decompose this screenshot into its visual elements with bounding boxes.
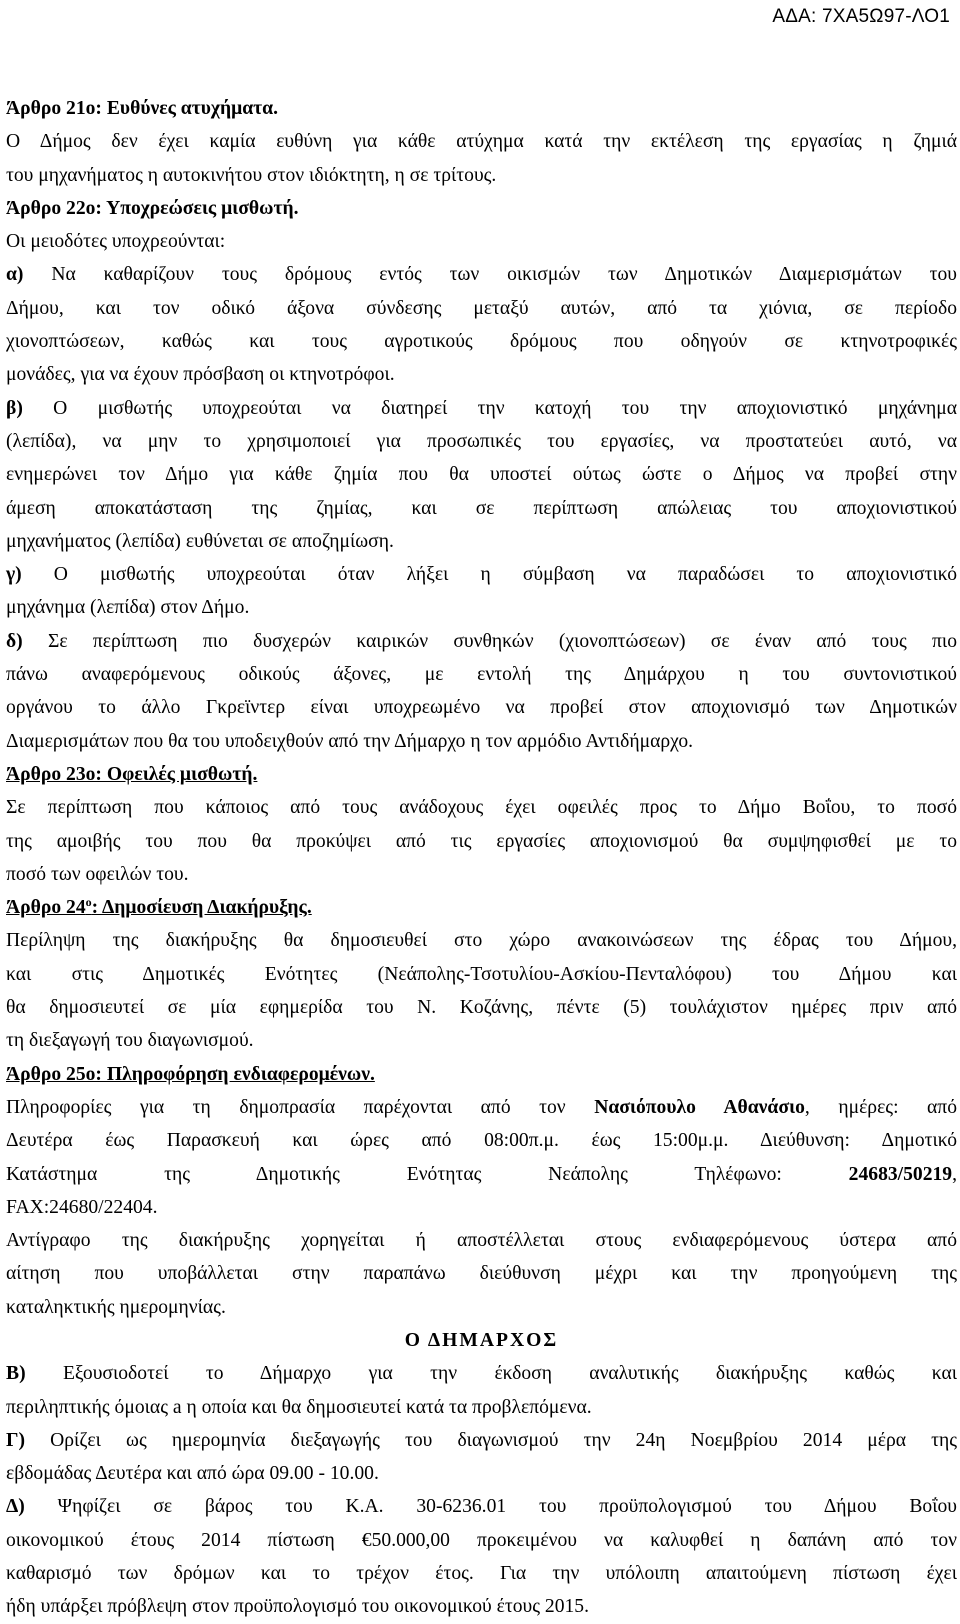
article-25-line: αίτηση που υποβάλλεται στην παραπάνω διεύθυνση μέχρι και την προηγούμενη της: [6, 1263, 957, 1285]
article-25-line: Αντίγραφο της διακήρυξης χορηγείται ή αποστέλλεται στους ενδιαφερόμενους ύστερα από: [6, 1230, 957, 1252]
article-22-d-line: Διαμερισμάτων που θα του υποδειχθούν από την Δήμαρχο η τον αρμόδιο Αντιδήμαρχο.: [6, 730, 694, 752]
article-24-line: Περίληψη της διακήρυξης θα δημοσιευθεί στο χώρο ανακοινώσεων της έδρας του Δήμου,: [6, 930, 957, 952]
document-body: [6, 92, 957, 1624]
article-22-d-line: πάνω αναφερόμενους οδικούς άξονες, με εντολή της Δημάρχου η του συντονιστικού: [6, 664, 957, 686]
article-25-title: Άρθρο 25ο: Πληροφόρηση ενδιαφερομένων.: [6, 1063, 375, 1085]
article-25-line: καταληκτικής ημερομηνίας.: [6, 1296, 226, 1318]
article-22-a-line: α) Να καθαρίζουν τους δρόμους εντός των οικισμών των Δημοτικών Διαμερισμάτων του: [6, 264, 957, 286]
article-23-title: Άρθρο 23ο: Οφειλές μισθωτή.: [6, 763, 258, 785]
article-22-b-line: μηχανήματος (λεπίδα) ευθύνεται σε αποζημίωση.: [6, 530, 394, 552]
decision-d-line: οικονομικού έτους 2014 πίστωση €50.000,00 προκειμένου να καλυφθεί η δαπάνη από τον: [6, 1529, 957, 1551]
article-22-b-line: άμεση αποκατάσταση της ζημίας, και σε περίπτωση απώλειας του αποχιονιστικού: [6, 497, 957, 519]
article-22-a-line: μονάδες, για να έχουν πρόσβαση οι κτηνοτρόφοι.: [6, 364, 395, 386]
article-25-line: FAX:24680/22404.: [6, 1196, 158, 1218]
article-22-b-line: ενημερώνει τον Δήμο για κάθε ζημία που θα υποστεί ούτως ώστε ο Δήμος να προβεί στην: [6, 464, 957, 486]
article-24-line: θα δημοσιευτεί σε μία εφημερίδα του Ν. Κοζάνης, πέντε (5) τουλάχιστον ημέρες πριν από: [6, 997, 957, 1019]
article-21-title: Άρθρο 21ο: Ευθύνες ατυχήματα.: [6, 98, 279, 119]
article-24-title: Άρθρο $24^o$: Δημοσίευση Διακήρυξης.: [6, 895, 312, 919]
article-25-line: Κατάστημα της Δημοτικής Ενότητας Νεάπολης Τηλέφωνο: 24683/50219,: [6, 1163, 957, 1185]
decision-d-line: ήδη υπάρξει πρόβλεψη στον προϋπολογισμό του οικονομικού έτους 2015.: [6, 1596, 589, 1618]
article-21-line: του μηχανήματος η αυτοκινήτου στον ιδιόκτητη, η σε τρίτους.: [6, 164, 497, 186]
article-22-b-line: β) Ο μισθωτής υποχρεούται να διατηρεί την κατοχή του την αποχιονιστικό μηχάνημα: [6, 397, 957, 419]
decision-g-line: εβδομάδας Δευτέρα και από ώρα 09.00 - 10.00.: [6, 1463, 379, 1485]
article-22-intro: Οι μειοδότες υποχρεούνται:: [6, 231, 226, 253]
article-22-d-line: οργάνου το άλλο Γκρεϊντερ είναι υποχρεωμένο να προβεί στον αποχιονισμό των Δημοτικών: [6, 697, 957, 719]
mayor-heading: Ο ΔΗΜΑΡΧΟΣ: [404, 1329, 559, 1351]
article-24-line: και στις Δημοτικές Ενότητες (Νεάπολης-Τσοτυλίου-Ασκίου-Πενταλόφου) του Δήμου και: [6, 963, 957, 985]
decision-g-line: Γ) Ορίζει ως ημερομηνία διεξαγωγής του διαγωνισμού την 24η Νοεμβρίου 2014 μέρα της: [6, 1429, 958, 1451]
decision-d-line: καθαρισμό των δρόμων και το τρέχον έτος. Για την υπόλοιπη απαιτούμενη πίστωση έχει: [6, 1563, 957, 1585]
article-23-line: Σε περίπτωση που κάποιος από τους ανάδοχους έχει οφειλές προς το Δήμο Βοΐου, το ποσό: [6, 797, 957, 819]
ada-code: ΑΔΑ: 7ΧΑ5Ω97-ΛΟ1: [772, 6, 950, 27]
article-22-a-line: χιονοπτώσεων, καθώς και τους αγροτικούς δρόμους που οδηγούν σε κτηνοτροφικές: [6, 331, 957, 353]
article-23-line: της αμοιβής του που θα προκύψει από τις εργασίες αποχιονισμού θα συμψηφισθεί με το: [6, 830, 957, 852]
article-21-line: Ο Δήμος δεν έχει καμία ευθύνη για κάθε ατύχημα κατά την εκτέλεση της εργασίας η ζημιά: [6, 131, 957, 153]
article-22-d-line: δ) Σε περίπτωση πιο δυσχερών καιρικών συνθηκών (χιονοπτώσεων) σε έναν από τους πιο: [6, 630, 957, 652]
article-24-line: τη διεξαγωγή του διαγωνισμού.: [6, 1030, 254, 1052]
article-25-line: Δευτέρα έως Παρασκευή και ώρες από 08:00π.μ. έως 15:00μ.μ. Διεύθυνση: Δημοτικό: [6, 1130, 957, 1152]
article-22-b-line: (λεπίδα), να μην το χρησιμοποιεί για προσωπικές του εργασίες, να προστατεύει αυτό, να: [6, 430, 957, 452]
decision-b-line: περιληπτικής όμοιας a η οποία και θα δημοσιευτεί κατά τα προβλεπόμενα.: [6, 1396, 592, 1418]
article-23-line: ποσό των οφειλών του.: [6, 863, 189, 885]
article-22-title: Άρθρο 22ο: Υποχρεώσεις μισθωτή.: [6, 197, 299, 219]
article-22-a-line: Δήμου, και τον οδικό άξονα σύνδεσης μεταξύ αυτών, από τα χιόνια, σε περίοδο: [6, 297, 957, 319]
decision-b-line: Β) Εξουσιοδοτεί το Δήμαρχο για την έκδοση αναλυτικής διακήρυξης καθώς και: [6, 1363, 957, 1385]
article-22-g-line: γ) Ο μισθωτής υποχρεούται όταν λήξει η σύμβαση να παραδώσει το αποχιονιστικό: [6, 564, 957, 586]
article-25-line: Πληροφορίες για τη δημοπρασία παρέχονται από τον Νασιόπουλο Αθανάσιο, ημέρες: από: [6, 1096, 957, 1118]
article-22-g-line: μηχάνημα (λεπίδα) στον Δήμο.: [6, 597, 250, 619]
decision-d-line: Δ) Ψηφίζει σε βάρος του Κ.Α. 30-6236.01 του προϋπολογισμού του Δήμου Βοΐου: [6, 1496, 957, 1518]
